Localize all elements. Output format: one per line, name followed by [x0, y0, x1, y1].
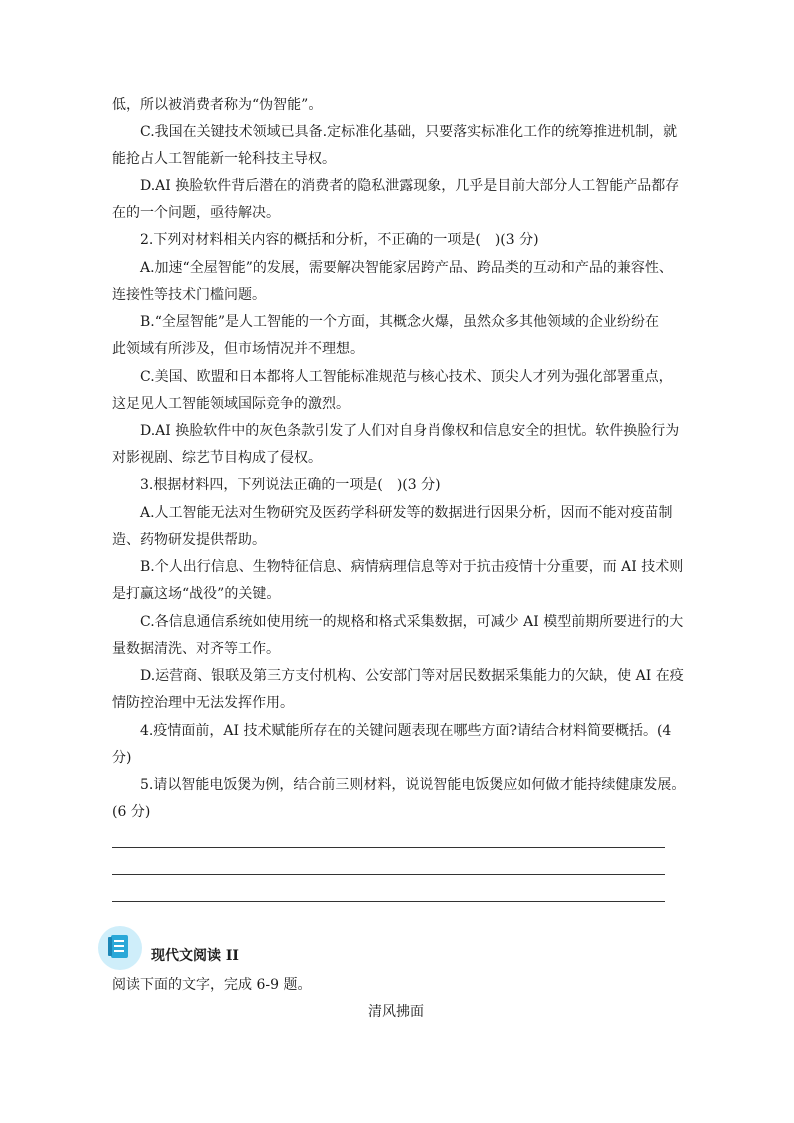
q3-option-a-line-1: A.人工智能无法对生物研究及医药学科研发等的数据进行因果分析，因而不能对疫苗制	[140, 505, 673, 521]
option-d-line-2: 在的一个问题，亟待解决。	[112, 205, 280, 221]
answer-line[interactable]	[112, 847, 665, 848]
section-title: 现代文阅读 II	[151, 948, 239, 964]
q3-option-b-line-1: B.个人出行信息、生物特征信息、病情病理信息等对于抗击疫情十分重要，而 AI 技术则	[140, 559, 684, 575]
question-2: 2.下列对材料相关内容的概括和分析，不正确的一项是( )(3 分)	[140, 232, 539, 248]
q3-option-d-line-1: D.运营商、银联及第三方支付机构、公安部门等对居民数据采集能力的欠缺，使 AI 在疫	[140, 668, 684, 684]
q2-option-d-line-2: 对影视剧、综艺节目构成了侵权。	[112, 450, 322, 466]
q2-option-b-line-1: B.“全屋智能”是人工智能的一个方面，其概念火爆，虽然众多其他领域的企业纷纷在	[140, 314, 660, 330]
section-instruction: 阅读下面的文字，完成 6-9 题。	[112, 977, 312, 993]
notebook-icon	[98, 926, 142, 970]
option-c-line-1: C.我国在关键技术领域已具备.定标准化基础，只要落实标准化工作的统筹推进机制，就	[140, 124, 678, 140]
question-3: 3.根据材料四，下列说法正确的一项是( )(3 分)	[140, 477, 441, 493]
option-c-line-2: 能抢占人工智能新一轮科技主导权。	[112, 151, 336, 167]
q2-option-a-line-2: 连接性等技术门槛问题。	[112, 287, 266, 303]
q2-option-c-line-1: C.美国、欧盟和日本都将人工智能标准规范与核心技术、顶尖人才列为强化部署重点，	[140, 369, 673, 385]
question-4-line-2: 分)	[112, 750, 132, 766]
q3-option-d-line-2: 情防控治理中无法发挥作用。	[112, 695, 294, 711]
text-line: 低，所以被消费者称为“伪智能”。	[112, 97, 323, 113]
answer-line[interactable]	[112, 901, 665, 902]
q2-option-a-line-1: A.加速“全屋智能”的发展，需要解决智能家居跨产品、跨品类的互动和产品的兼容性、	[140, 260, 673, 276]
q3-option-c-line-1: C.各信息通信系统如使用统一的规格和格式采集数据，可减少 AI 模型前期所要进行的大	[140, 614, 684, 630]
story-title: 清风拂面	[368, 1004, 424, 1020]
q3-option-c-line-2: 量数据清洗、对齐等工作。	[112, 641, 280, 657]
question-5-line-1: 5.请以智能电饭煲为例，结合前三则材料，说说智能电饭煲应如何做才能持续健康发展。	[140, 777, 686, 793]
answer-line[interactable]	[112, 874, 665, 875]
q3-option-a-line-2: 造、药物研发提供帮助。	[112, 532, 266, 548]
q2-option-b-line-2: 此领域有所涉及，但市场情况并不理想。	[112, 341, 364, 357]
q2-option-d-line-1: D.AI 换脸软件中的灰色条款引发了人们对自身肖像权和信息安全的担忧。软件换脸行为	[140, 423, 680, 439]
option-d-line-1: D.AI 换脸软件背后潜在的消费者的隐私泄露现象，几乎是目前大部分人工智能产品都存	[140, 178, 680, 194]
q2-option-c-line-2: 这足见人工智能领域国际竞争的激烈。	[112, 396, 350, 412]
question-4-line-1: 4.疫情面前，AI 技术赋能所存在的关键问题表现在哪些方面?请结合材料简要概括。(4	[140, 723, 672, 739]
question-5-line-2: (6 分)	[112, 804, 151, 820]
q3-option-b-line-2: 是打赢这场“战役”的关键。	[112, 586, 281, 602]
